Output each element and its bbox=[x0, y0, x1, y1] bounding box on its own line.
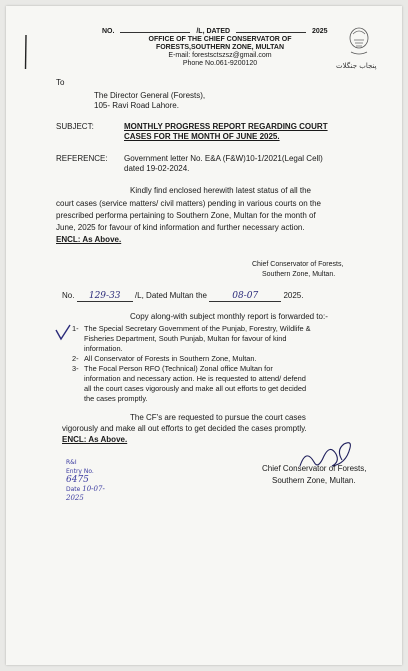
stamp-entry-value: 6475 bbox=[66, 475, 89, 485]
reference-label: REFERENCE: bbox=[56, 154, 108, 163]
subject-line-2: CASES FOR THE MONTH OF JUNE 2025. bbox=[124, 132, 280, 141]
stamp-entry-row: Entry No. 6475 bbox=[66, 468, 94, 485]
enclosure-2: ENCL: As Above. bbox=[62, 435, 128, 444]
forests-title: FORESTS,SOUTHERN ZONE, MULTAN bbox=[155, 44, 285, 51]
endorsement-number-line bbox=[62, 291, 303, 302]
body-line-3: prescribed performa pertaining to Southern Zone, Multan for the month of bbox=[56, 211, 316, 220]
note-line-1: The CF's are requested to pursue the court cases bbox=[130, 413, 306, 422]
subject-line-1: MONTHLY PROGRESS REPORT REGARDING COURT bbox=[124, 122, 328, 131]
endorsement-no-label: No. bbox=[62, 291, 75, 300]
list-item: 1- The Special Secretary Government of the Punjab, Forestry, Wildlife & Fisheries Department, South Punjab, Multan for favour of kind information. bbox=[72, 324, 311, 353]
stamp-title: R&I bbox=[66, 459, 77, 466]
no-label: NO. bbox=[102, 28, 115, 35]
reference-line-2: dated 19-02-2024. bbox=[124, 164, 190, 173]
margin-pen-mark bbox=[24, 34, 28, 70]
list-item: 3- The Focal Person RFO (Technical) Zonal office Multan for information and necessary action. He is requested to attend/ defend all the court cases vigorously and make all out efforts to get decided the cases promptly. bbox=[72, 364, 307, 403]
checkmark-icon bbox=[54, 324, 72, 342]
body-line-1: Kindly find enclosed herewith latest status of all the bbox=[130, 186, 311, 195]
endorsement-no-value: 129-33 bbox=[77, 291, 133, 302]
signatory-2-zone: Southern Zone, Multan. bbox=[272, 476, 356, 485]
enclosure-1: ENCL: As Above. bbox=[56, 235, 122, 244]
urdu-caption: پنجاب جنگلات bbox=[336, 62, 377, 70]
signatory-1-zone: Southern Zone, Multan. bbox=[262, 271, 336, 278]
to-label: To bbox=[56, 78, 65, 87]
government-seal bbox=[346, 26, 372, 56]
office-title: OFFICE OF THE CHIEF CONSERVATOR OF bbox=[148, 36, 292, 43]
receipt-stamp bbox=[66, 458, 114, 503]
copy-intro: Copy along-with subject monthly report is forwarded to:- bbox=[130, 312, 328, 321]
body-line-4: June, 2025 for favour of kind information and further necessary action. bbox=[56, 223, 305, 232]
header-year: 2025 bbox=[311, 28, 328, 35]
list-item: 2- All Conservator of Forests in Southern Zone, Multan. bbox=[72, 354, 257, 363]
document-page bbox=[6, 6, 402, 665]
addressee: The Director General (Forests), bbox=[94, 91, 206, 100]
dated-label: /L, DATED bbox=[196, 28, 231, 35]
signatory-2-title: Chief Conservator of Forests, bbox=[262, 464, 367, 473]
note-line-2: vigorously and make all out efforts to get decided the cases promptly. bbox=[62, 424, 307, 433]
stamp-date-value: 10-07-2025 bbox=[66, 485, 105, 502]
distribution-list bbox=[72, 324, 372, 404]
endorsement-dated-label: /L, Dated Multan the bbox=[134, 291, 207, 300]
phone-line: Phone No.061-9200120 bbox=[182, 60, 258, 67]
addressee-address: 105- Ravi Road Lahore. bbox=[94, 101, 179, 110]
body-line-2: court cases (service matters/ civil matters) pending in various courts on the bbox=[56, 199, 321, 208]
reference-line-1: Government letter No. E&A (F&W)10-1/2021(Legal Cell) bbox=[124, 154, 323, 163]
stamp-date-row: Date 10-07-2025 bbox=[66, 485, 105, 502]
letter-number-line bbox=[102, 28, 338, 36]
letterhead bbox=[102, 28, 338, 68]
endorsement-year: 2025. bbox=[283, 291, 304, 300]
email-line: E-mail: forestsctszsz@gmail.com bbox=[168, 52, 272, 59]
endorsement-date-value: 08-07 bbox=[209, 291, 281, 302]
signatory-1-title: Chief Conservator of Forests, bbox=[252, 261, 344, 268]
subject-label: SUBJECT: bbox=[56, 122, 94, 131]
